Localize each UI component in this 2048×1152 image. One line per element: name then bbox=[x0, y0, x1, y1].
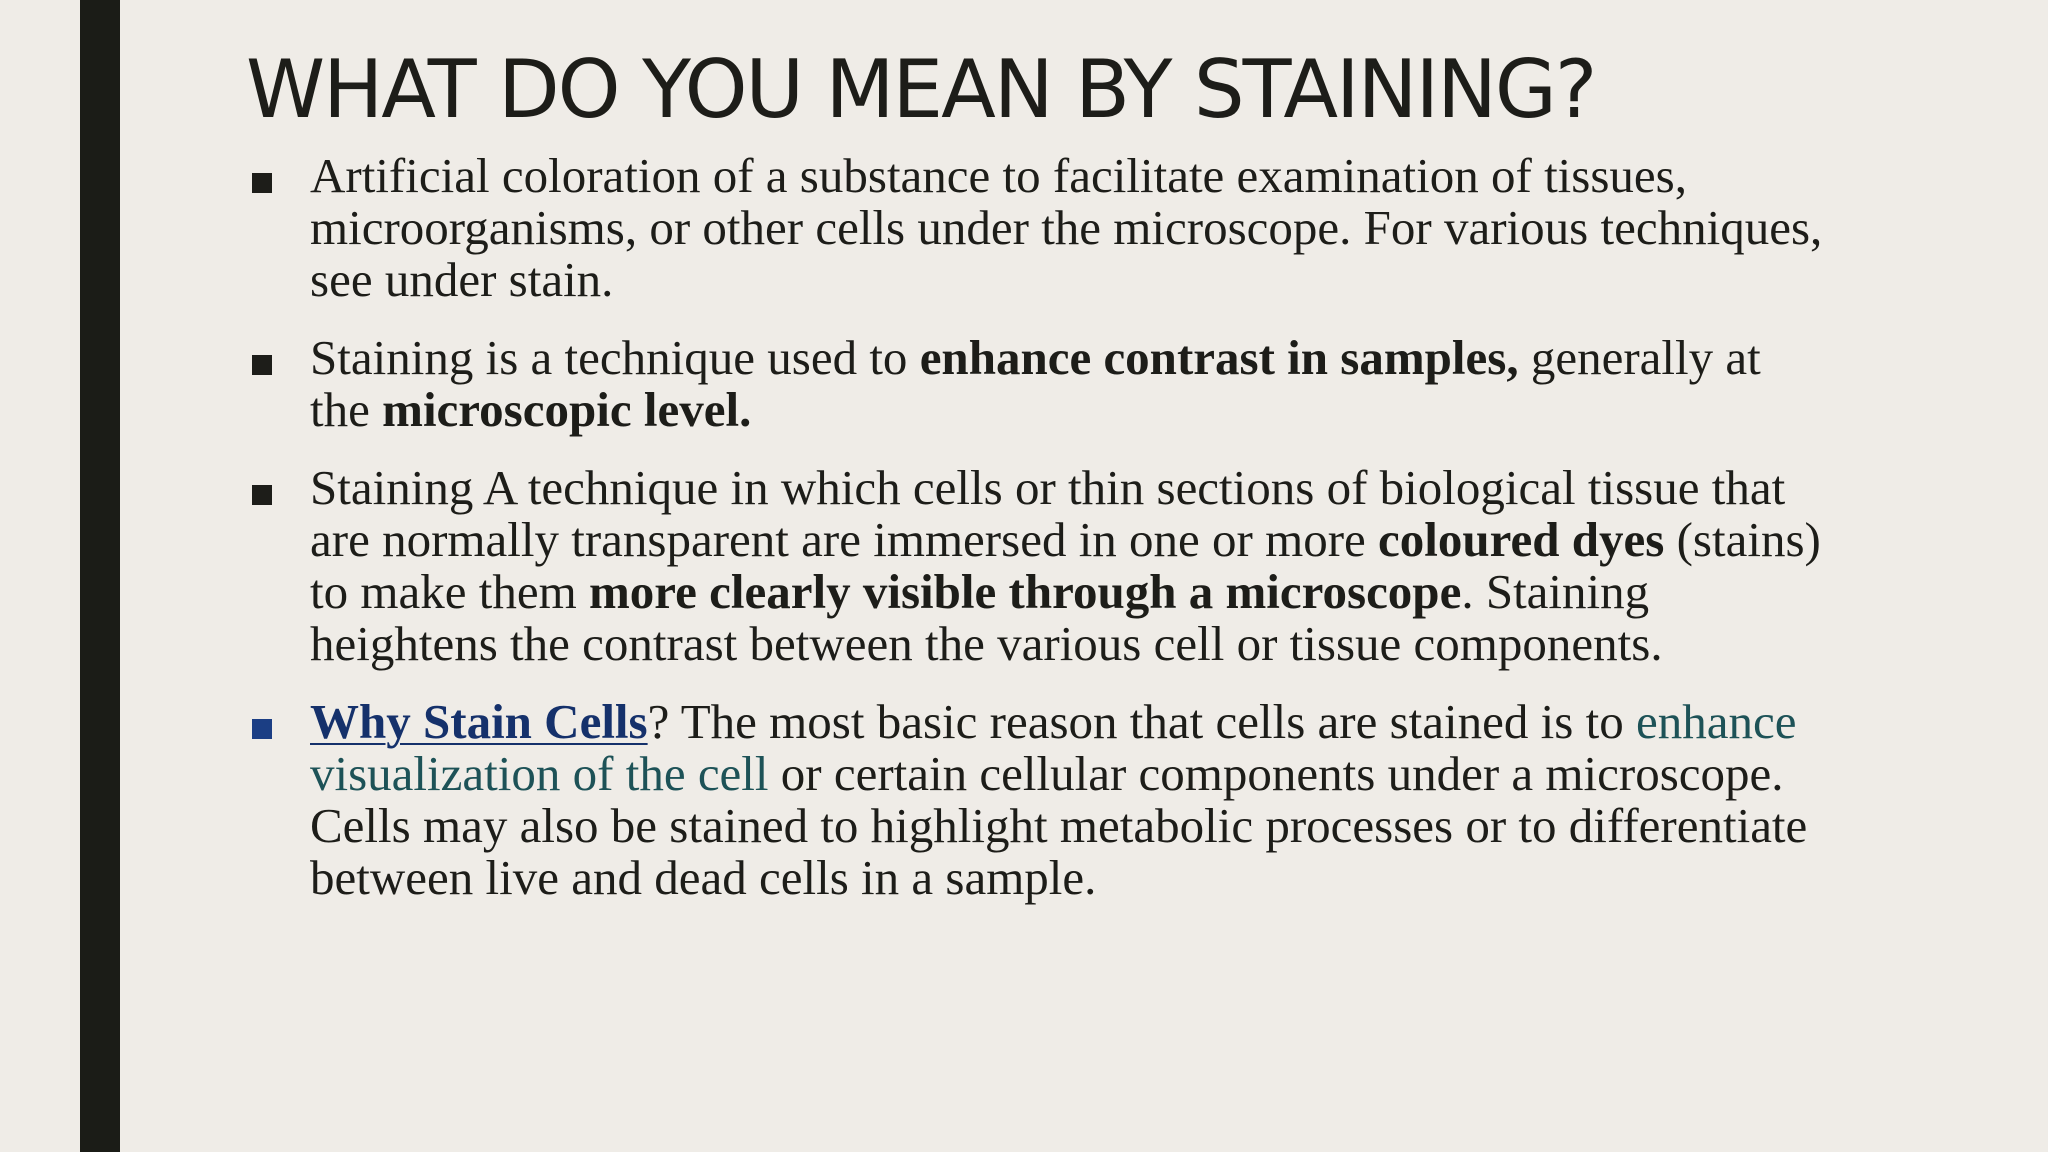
bullet-text: ? The most basic reason that cells are stained is to bbox=[647, 694, 1636, 749]
bullet-list bbox=[246, 150, 1826, 930]
square-bullet-icon bbox=[252, 719, 272, 739]
bullet-text: Artificial coloration of a substance to facilitate examination of tissues, microorganisms, or other cells under the microscope. For various techniques, see under stain. bbox=[310, 148, 1823, 307]
bullet-text: Staining is a technique used to bbox=[310, 330, 920, 385]
bullet-text: . Staining heightens the contrast between the various cell or tissue components. bbox=[310, 564, 1663, 671]
bullet-item bbox=[246, 462, 1826, 670]
bullet-text: generally at the bbox=[310, 330, 1761, 437]
why-stain-cells-link[interactable]: Why Stain Cells bbox=[310, 694, 648, 749]
bold-phrase: enhance contrast in samples, bbox=[919, 330, 1519, 385]
bold-phrase: coloured dyes bbox=[1378, 512, 1665, 567]
square-bullet-icon bbox=[252, 173, 272, 193]
bullet-item bbox=[246, 150, 1826, 306]
bullet-item bbox=[246, 696, 1826, 904]
highlighted-phrase: enhance visualization of the cell bbox=[310, 694, 1797, 801]
bullet-item bbox=[246, 332, 1826, 436]
square-bullet-icon bbox=[252, 355, 272, 375]
square-bullet-icon bbox=[252, 485, 272, 505]
side-accent-bar bbox=[80, 0, 120, 1152]
bold-phrase: microscopic level. bbox=[382, 382, 752, 437]
bullet-text: or certain cellular components under a microscope. Cells may also be stained to highlight metabolic processes or to differentiate between live and dead cells in a sample. bbox=[310, 746, 1808, 905]
bold-phrase: more clearly visible through a microscope bbox=[588, 564, 1462, 619]
bullet-text: Staining A technique in which cells or thin sections of biological tissue that are normally transparent are immersed in one or more bbox=[310, 460, 1786, 567]
slide-title: WHAT DO YOU MEAN BY STAINING? bbox=[246, 43, 1596, 136]
bullet-text: (stains) to make them bbox=[310, 512, 1821, 619]
